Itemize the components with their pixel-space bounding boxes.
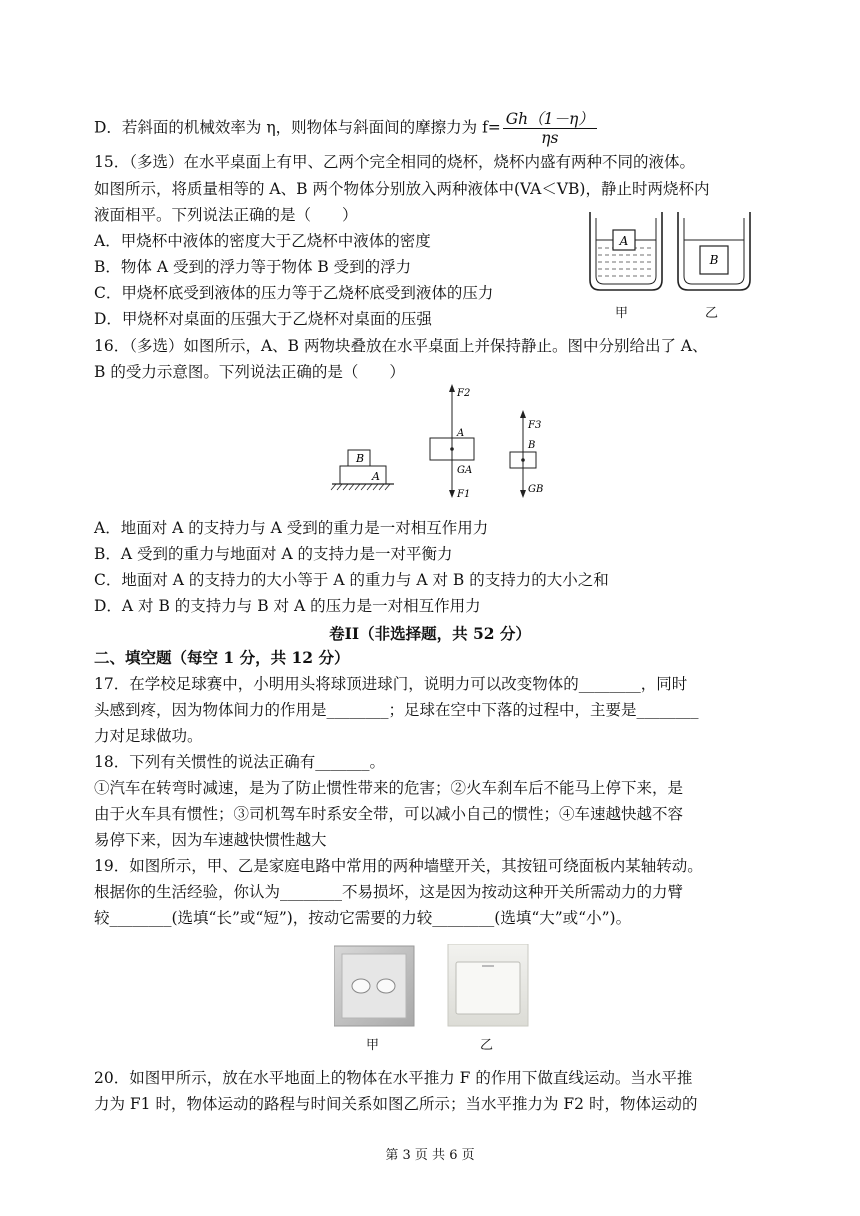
force-diagram xyxy=(326,380,556,510)
switches-figure xyxy=(334,944,530,1028)
q18-line-1: 18．下列有关惯性的说法正确有_______。 xyxy=(94,753,385,771)
switch-yi-label: 乙 xyxy=(480,1038,494,1053)
q19-line-3: 较________(选填“长”或“短”)，按动它需要的力较________(选填“大”或“小”)。 xyxy=(94,909,632,927)
formula-denominator: ηs xyxy=(541,129,559,147)
stack-label-a: A xyxy=(372,470,380,483)
label-f1: F1 xyxy=(457,489,471,500)
q17-line-3: 力对足球做功。 xyxy=(94,727,203,745)
formula-numerator: Gh（1－η） xyxy=(503,110,597,129)
beaker-yi xyxy=(678,212,750,290)
q18-line-2: ①汽车在转弯时减速，是为了防止惯性带来的危害；②火车刹车后不能马上停下来，是 xyxy=(94,779,684,797)
beaker-yi-label: 乙 xyxy=(705,306,719,321)
beaker-jia-label: 甲 xyxy=(615,306,629,321)
switch-jia-label: 甲 xyxy=(366,1038,380,1053)
switch-jia-image xyxy=(334,946,414,1026)
q16-stem-2: B 的受力示意图。下列说法正确的是（ ） xyxy=(94,363,405,381)
q19-line-1: 19．如图所示，甲、乙是家庭电路中常用的两种墙壁开关，其按钮可绕面板内某轴转动。 xyxy=(94,857,703,875)
q15-stem-3: 液面相平。下列说法正确的是（ ） xyxy=(94,206,358,224)
q16-option-a: A．地面对 A 的支持力与 A 受到的重力是一对相互作用力 xyxy=(94,519,489,537)
q18-line-4: 易停下来，因为车速越快惯性越大 xyxy=(94,831,327,849)
q18-line-3: 由于火车具有惯性；③司机驾车时系安全带，可以减小自己的惯性；④车速越快越不容 xyxy=(94,805,684,823)
q17-line-2: 头感到疼，因为物体间力的作用是________；足球在空中下落的过程中，主要是________ xyxy=(94,701,699,719)
section-2-title: 卷II（非选择题，共 52 分） xyxy=(329,624,531,643)
q16-option-d: D．A 对 B 的支持力与 B 对 A 的压力是一对相互作用力 xyxy=(94,597,481,615)
q15-stem-1: 15．（多选）在水平桌面上有甲、乙两个完全相同的烧杯，烧杯内盛有两种不同的液体。 xyxy=(94,153,695,171)
label-gb: GB xyxy=(528,484,544,495)
fbd-a xyxy=(430,384,474,498)
q16-option-b: B．A 受到的重力与地面对 A 的支持力是一对平衡力 xyxy=(94,545,453,563)
q15-option-a: A．甲烧杯中液体的密度大于乙烧杯中液体的密度 xyxy=(94,232,431,250)
q14-option-d xyxy=(94,110,597,147)
q15-option-b: B．物体 A 受到的浮力等于物体 B 受到的浮力 xyxy=(94,258,412,276)
page-footer: 第 3 页 共 6 页 xyxy=(385,1148,475,1163)
q15-option-c: C．甲烧杯底受到液体的压力等于乙烧杯底受到液体的压力 xyxy=(94,284,494,302)
stack-label-b: B xyxy=(355,452,365,465)
fill-section-title: 二、填空题（每空 1 分，共 12 分） xyxy=(94,648,350,667)
q14-option-d-text: D．若斜面的机械效率为 η，则物体与斜面间的摩擦力为 f= xyxy=(94,118,501,137)
label-f3: F3 xyxy=(528,420,542,431)
q19-line-2: 根据你的生活经验，你认为________不易损坏，这是因为按动这种开关所需动力的力臂 xyxy=(94,883,684,901)
block-a-label: A xyxy=(619,234,629,248)
q20-line-1: 20．如图甲所示，放在水平地面上的物体在水平推力 F 的作用下做直线运动。当水平推 xyxy=(94,1069,693,1087)
label-f2: F2 xyxy=(457,388,471,399)
q16-stem-1: 16．（多选）如图所示，A、B 两物块叠放在水平桌面上并保持静止。图中分别给出了 A、 xyxy=(94,337,708,355)
beakers-figure xyxy=(582,208,762,298)
q20-line-2: 力为 F1 时，物体运动的路程与时间关系如图乙所示；当水平推力为 F2 时，物体运动的 xyxy=(94,1095,698,1113)
beaker-jia xyxy=(590,212,662,290)
friction-formula xyxy=(503,110,597,147)
q16-option-c: C．地面对 A 的支持力的大小等于 A 的重力与 A 对 B 的支持力的大小之和 xyxy=(94,571,609,589)
switch-yi-image xyxy=(448,944,528,1026)
label-a: A xyxy=(457,428,465,439)
q15-option-d: D．甲烧杯对桌面的压强大于乙烧杯对桌面的压强 xyxy=(94,310,432,328)
block-b-label: B xyxy=(709,253,719,267)
q15-stem-2: 如图所示，将质量相等的 A、B 两个物体分别放入两种液体中(VA＜VB)，静止时两烧杯内 xyxy=(94,180,710,198)
q17-line-1: 17．在学校足球赛中，小明用头将球顶进球门，说明力可以改变物体的________，同时 xyxy=(94,675,688,693)
label-ga: GA xyxy=(457,465,473,476)
label-b: B xyxy=(528,440,536,451)
